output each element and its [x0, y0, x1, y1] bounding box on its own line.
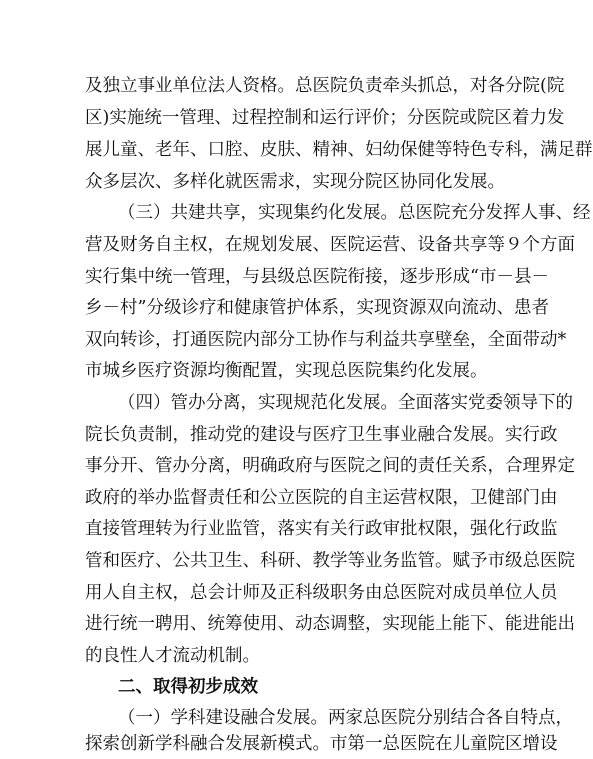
paragraph-line: （三）共建共享，实现集约化发展。总医院充分发挥人事、经: [118, 203, 591, 223]
paragraph-line: 双向转诊，打通医院内部分工协作与利益共享壁垒，全面带动*: [85, 330, 567, 350]
paragraph-line: 政府的举办监督责任和公立医院的自主运营权限，卫健部门由: [85, 488, 558, 508]
paragraph-line: （一）学科建设融合发展。两家总医院分别结合各自特点，: [118, 708, 573, 728]
paragraph-line: 院长负责制，推动党的建设与医疗卫生事业融合发展。实行政: [85, 425, 558, 445]
paragraph-line: 的良性人才流动机制。: [85, 646, 260, 666]
paragraph-line: （四）管办分离，实现规范化发展。全面落实党委领导下的: [118, 393, 573, 413]
paragraph-line: 展儿童、老年、口腔、皮肤、精神、妇幼保健等特色专科，满足群: [85, 140, 593, 160]
paragraph-line: 事分开、管办分离，明确政府与医院之间的责任关系，合理界定: [85, 456, 575, 476]
paragraph-line: 众多层次、多样化就医需求，实现分院区协同化发展。: [85, 172, 505, 192]
paragraph-line: 营及财务自主权，在规划发展、医院运营、设备共享等９个方面: [85, 235, 575, 255]
paragraph-line: 区)实施统一管理、过程控制和运行评价；分医院或院区着力发: [85, 108, 565, 128]
section-heading: 二、取得初步成效: [118, 677, 258, 697]
paragraph-line: 直接管理转为行业监管，落实有关行政审批权限，强化行政监: [85, 519, 558, 539]
paragraph-line: 探索创新学科融合发展新模式。市第一总医院在儿童院区增设: [85, 734, 558, 754]
paragraph-line: 进行统一聘用、统筹使用、动态调整，实现能上能下、能进能出: [85, 614, 575, 634]
paragraph-line: 市城乡医疗资源均衡配置，实现总医院集约化发展。: [85, 361, 488, 381]
paragraph-line: 用人自主权，总会计师及正科级职务由总医院对成员单位人员: [85, 583, 558, 603]
paragraph-line: 乡－村”分级诊疗和健康管护体系，实现资源双向流动、患者: [85, 298, 549, 318]
paragraph-line: 管和医疗、公共卫生、科研、教学等业务监管。赋予市级总医院: [85, 551, 575, 571]
paragraph-line: 实行集中统一管理，与县级总医院衔接，逐步形成“市－县－: [85, 267, 549, 287]
paragraph-line: 及独立事业单位法人资格。总医院负责牵头抓总，对各分院(院: [85, 76, 565, 96]
